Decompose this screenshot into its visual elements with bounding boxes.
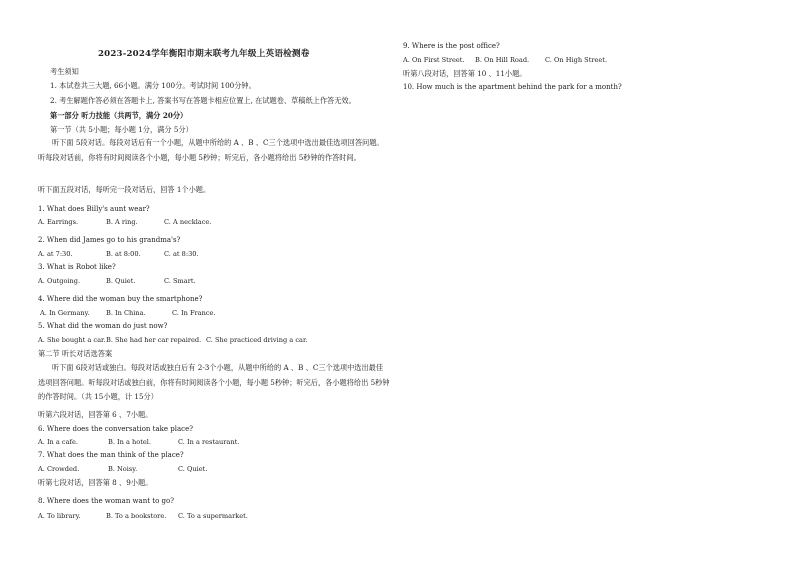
question-10: 10. How much is the apartment behind the park for a month? bbox=[403, 83, 622, 91]
q7-option-c: C. Quiet. bbox=[178, 465, 208, 473]
q8-option-b: B. To a bookstore. bbox=[106, 512, 167, 520]
question-3: 3. What is Robot like? bbox=[38, 263, 116, 271]
section1-heading: 第一节（共 5小题；每小题 1分，满分 5分） bbox=[50, 125, 193, 134]
page-title: 2023-2024学年衡阳市期末联考九年级上英语检测卷 bbox=[98, 49, 310, 59]
q2-option-b: B. at 8:00. bbox=[106, 250, 141, 258]
note-2: 2. 考生解题作答必须在答题卡上, 答案书写在答题卡相应位置上, 在试题卷、草稿纸上作答无效。 bbox=[50, 96, 356, 105]
question-8: 8. Where does the woman want to go? bbox=[38, 497, 174, 505]
q6-option-b: B. In a hotel. bbox=[108, 438, 151, 446]
q3-option-a: A. Outgoing. bbox=[38, 277, 81, 285]
q3-option-c: C. Smart. bbox=[164, 277, 196, 285]
q2-option-a: A. at 7:30. bbox=[38, 250, 73, 258]
question-5: 5. What did the woman do just now? bbox=[38, 322, 168, 330]
q9-option-c: C. On High Street. bbox=[545, 56, 608, 64]
q4-option-a: A. In Germany. bbox=[40, 309, 90, 317]
q2-option-c: C. at 8:30. bbox=[164, 250, 199, 258]
q1-option-c: C. A necklace. bbox=[164, 218, 212, 226]
q3-option-b: B. Quiet. bbox=[106, 277, 136, 285]
q7-option-a: A. Crowded. bbox=[38, 465, 80, 473]
section2-lead-7: 听第七段对话，回答第 8 、9小题。 bbox=[38, 478, 153, 487]
section1-instructions: 听下面 5段对话。每段对话后有一个小题，从题中所给的 A 、B 、C三个选项中选出最佳选项回答问题。 听每段对话前，你将有时间阅读各个小题，每小题 5秒钟；听完后，各小题将给出 5秒钟的作答时间。 bbox=[38, 138, 384, 162]
q4-option-c: C. In France. bbox=[172, 309, 216, 317]
part1-heading: 第一部分 听力技能（共两节，满分 20分） bbox=[50, 111, 188, 120]
section2-lead-6: 听第六段对话，回答第 6 、7小题。 bbox=[38, 410, 153, 419]
q8-option-c: C. To a supermarket. bbox=[178, 512, 248, 520]
q1-option-a: A. Earrings. bbox=[38, 218, 79, 226]
question-4: 4. Where did the woman buy the smartphone? bbox=[38, 295, 203, 303]
q4-option-b: B. In China. bbox=[106, 309, 146, 317]
note-1: 1. 本试卷共三大题, 66小题。满分 100分。考试时间 100分钟。 bbox=[50, 81, 256, 90]
section2-lead-8: 听第八段对话，回答第 10 、11小题。 bbox=[403, 69, 527, 78]
q7-option-b: B. Noisy. bbox=[108, 465, 138, 473]
question-9: 9. Where is the post office? bbox=[403, 42, 500, 50]
question-1: 1. What does Billy's aunt wear? bbox=[38, 205, 150, 213]
q5-option-b: B. She had her car repaired. bbox=[106, 336, 202, 344]
section2-instructions: 听下面 6段对话或独白。每段对话或独白后有 2-3个小题，从题中所给的 A 、B 、C三个选项中选出最佳选项回答问题。听每段对话或独白前，你将有时间阅读各个小题，每小题 5秒钟；听完后，各小题将给出 5秒钟的作答时间。（共 15小题，计 15分） bbox=[38, 363, 390, 401]
q1-option-b: B. A ring. bbox=[106, 218, 138, 226]
q9-option-b: B. On Hill Road. bbox=[475, 56, 530, 64]
q8-option-a: A. To library. bbox=[38, 512, 81, 520]
question-7: 7. What does the man think of the place? bbox=[38, 451, 184, 459]
q5-option-a: A. She bought a car. bbox=[38, 336, 106, 344]
q6-option-a: A. In a cafe. bbox=[38, 438, 78, 446]
q5-option-c: C. She practiced driving a car. bbox=[206, 336, 308, 344]
section1-lead: 听下面五段对话，每听完一段对话后，回答 1个小题。 bbox=[38, 185, 211, 194]
section2-heading: 第二节 听长对话选答案 bbox=[38, 349, 113, 358]
notes-heading: 考生须知 bbox=[50, 67, 79, 76]
question-2: 2. When did James go to his grandma's? bbox=[38, 236, 181, 244]
q6-option-c: C. In a restaurant. bbox=[178, 438, 240, 446]
q9-option-a: A. On First Street. bbox=[403, 56, 465, 64]
question-6: 6. Where does the conversation take place? bbox=[38, 425, 193, 433]
